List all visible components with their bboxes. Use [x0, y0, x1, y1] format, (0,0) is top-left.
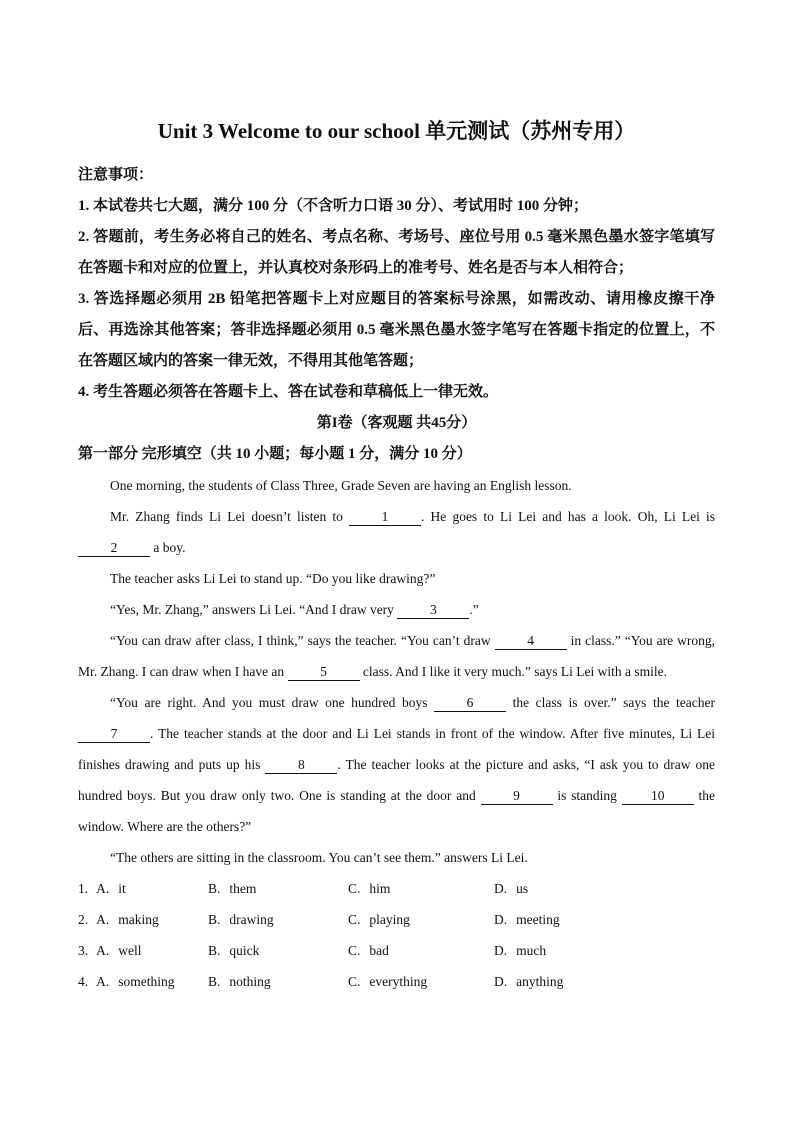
- notice-item-1: 1. 本试卷共七大题，满分 100 分（不含听力口语 30 分）、考试用时 100 分钟；: [78, 198, 589, 214]
- question-2-option-b: [208, 904, 348, 935]
- question-3-option-b: [208, 935, 348, 966]
- option-text: much: [516, 943, 547, 958]
- question-1-option-b: [208, 873, 348, 904]
- notice-item-2: 2. 答题前，考生务必将自己的姓名、考点名称、考场号、座位号用 0.5 毫米黑色墨水签字笔填写在答题卡和对应的位置上，并认真校对条形码上的准考号、姓名是否与本人相符合；: [78, 229, 715, 276]
- question-2-option-d: [494, 904, 715, 935]
- question-number: 1.: [78, 881, 89, 896]
- cloze-blank-5: 5: [288, 664, 360, 681]
- question-1-option-a: [78, 873, 208, 904]
- cloze-text: One morning, the students of Class Three, Grade Seven are having an English lesson.: [110, 478, 572, 493]
- question-1-option-d: [494, 873, 715, 904]
- option-label: B.: [208, 943, 221, 958]
- cloze-blank-9: 9: [481, 788, 553, 805]
- option-label: A.: [96, 881, 110, 896]
- notice-heading: 注意事项：: [78, 167, 154, 183]
- option-label: A.: [96, 974, 110, 989]
- cloze-text: “You are right. And you must draw one hundred boys: [110, 695, 435, 710]
- cloze-text: in class.” “You are wrong, Mr. Zhang. I can draw when I have an: [78, 633, 715, 679]
- option-text: something: [118, 974, 175, 989]
- cloze-text: . He goes to Li Lei and has a look. Oh, Li Lei is: [421, 509, 715, 524]
- question-4-option-c: [348, 966, 494, 997]
- question-2-option-c: [348, 904, 494, 935]
- option-text: him: [369, 881, 391, 896]
- option-text: drawing: [229, 912, 274, 927]
- option-label: B.: [208, 912, 221, 927]
- cloze-text: is standing: [552, 788, 622, 803]
- notice-section: [78, 160, 715, 408]
- cloze-paragraph-5: [78, 625, 715, 687]
- section1-heading: 第I卷（客观题 共45分）: [316, 415, 477, 431]
- option-text: playing: [369, 912, 410, 927]
- question-row-1: [78, 873, 715, 904]
- option-text: making: [118, 912, 159, 927]
- question-3-option-a: [78, 935, 208, 966]
- cloze-text: Mr. Zhang finds Li Lei doesn’t listen to: [110, 509, 350, 524]
- notice-items: [78, 191, 715, 408]
- cloze-text: “Yes, Mr. Zhang,” answers Li Lei. “And I draw very: [110, 602, 398, 617]
- question-number: 3.: [78, 943, 89, 958]
- option-label: D.: [494, 974, 508, 989]
- option-label: C.: [348, 974, 361, 989]
- cloze-blank-8: 8: [265, 757, 337, 774]
- cloze-text: The teacher asks Li Lei to stand up. “Do you like drawing?”: [110, 571, 436, 586]
- question-4-option-b: [208, 966, 348, 997]
- cloze-text: “You can draw after class, I think,” says the teacher. “You can’t draw: [110, 633, 495, 648]
- option-label: C.: [348, 912, 361, 927]
- cloze-paragraph-6: [78, 687, 715, 842]
- cloze-text: .”: [469, 602, 479, 617]
- cloze-blank-6: 6: [434, 695, 506, 712]
- option-text: bad: [369, 943, 389, 958]
- cloze-text: a boy.: [150, 540, 186, 555]
- option-text: well: [118, 943, 142, 958]
- cloze-blank-4: 4: [495, 633, 567, 650]
- cloze-text: “The others are sitting in the classroom. You can’t see them.” answers Li Lei.: [110, 850, 528, 865]
- cloze-text: the window. Where are the others?”: [78, 788, 716, 834]
- question-row-4: [78, 966, 715, 997]
- option-text: it: [118, 881, 126, 896]
- option-text: quick: [229, 943, 260, 958]
- cloze-paragraph-2: [78, 501, 715, 563]
- cloze-text: class. And I like it very much.” says Li Lei with a smile.: [359, 664, 667, 679]
- cloze-text: . The teacher stands at the door and Li Lei stands in front of the window. After five minutes, Li Lei finishes drawing and puts up his: [78, 726, 715, 772]
- option-label: D.: [494, 943, 508, 958]
- cloze-text: . The teacher looks at the picture and asks, “I ask you to draw one hundred boys. But you draw only two. One is standing at the door and: [78, 757, 715, 803]
- option-text: everything: [369, 974, 428, 989]
- option-label: C.: [348, 881, 361, 896]
- cloze-paragraph-1: [78, 470, 715, 501]
- option-label: B.: [208, 881, 221, 896]
- option-text: nothing: [229, 974, 271, 989]
- question-row-2: [78, 904, 715, 935]
- cloze-paragraph-7: [78, 842, 715, 873]
- question-2-option-a: [78, 904, 208, 935]
- question-1-option-c: [348, 873, 494, 904]
- option-label: D.: [494, 881, 508, 896]
- cloze-blank-10: 10: [622, 788, 694, 805]
- option-text: them: [229, 881, 257, 896]
- cloze-blank-3: 3: [397, 602, 469, 619]
- question-3-option-c: [348, 935, 494, 966]
- cloze-blank-2: 2: [78, 540, 150, 557]
- cloze-blank-7: 7: [78, 726, 150, 743]
- option-text: us: [516, 881, 529, 896]
- question-3-option-d: [494, 935, 715, 966]
- cloze-passage: [78, 470, 715, 873]
- cloze-blank-1: 1: [349, 509, 421, 526]
- option-label: C.: [348, 943, 361, 958]
- option-label: D.: [494, 912, 508, 927]
- option-text: meeting: [516, 912, 560, 927]
- question-row-3: [78, 935, 715, 966]
- page-title: Unit 3 Welcome to our school 单元测试（苏州专用）: [157, 119, 636, 143]
- cloze-paragraph-4: [78, 594, 715, 625]
- question-number: 4.: [78, 974, 89, 989]
- cloze-questions: [78, 873, 715, 997]
- option-label: B.: [208, 974, 221, 989]
- cloze-text: the class is over.” says the teacher: [506, 695, 715, 710]
- option-label: A.: [96, 912, 110, 927]
- question-number: 2.: [78, 912, 89, 927]
- option-text: anything: [516, 974, 564, 989]
- part1-heading: 第一部分 完形填空（共 10 小题；每小题 1 分，满分 10 分）: [78, 446, 472, 462]
- question-4-option-d: [494, 966, 715, 997]
- cloze-paragraph-3: [78, 563, 715, 594]
- option-label: A.: [96, 943, 110, 958]
- question-4-option-a: [78, 966, 208, 997]
- notice-item-3: 3. 答选择题必须用 2B 铅笔把答题卡上对应题目的答案标号涂黑，如需改动、请用橡皮擦干净后、再选涂其他答案；答非选择题必须用 0.5 毫米黑色墨水签字笔写在答题卡指定的位置上，不在答题区域内的答案一律无效，不得用其他笔答题；: [78, 291, 715, 369]
- notice-item-4: 4. 考生答题必须答在答题卡上、答在试卷和草稿低上一律无效。: [78, 384, 499, 400]
